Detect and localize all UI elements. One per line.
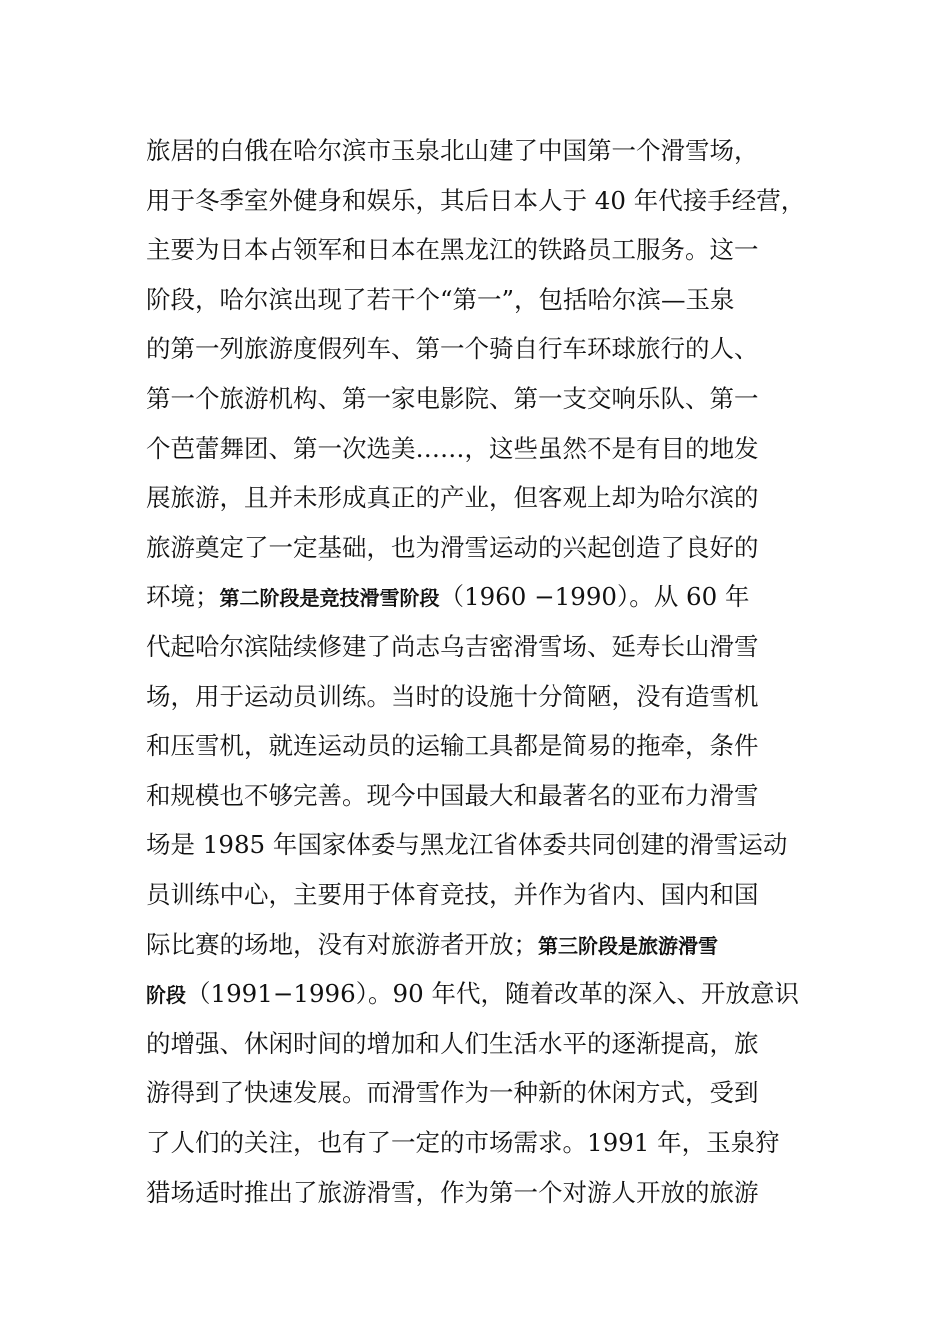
text-line [146, 630, 759, 664]
text-segment: 场是 1985 年国家体委与黑龙江省体委共同创建的滑雪运动 [146, 830, 788, 860]
text-segment: 场，用于运动员训练。当时的设施十分简陋，没有造雪机 [146, 681, 759, 711]
text-segment: 展旅游，且并未形成真正的产业，但客观上却为哈尔滨的 [146, 483, 759, 513]
text-segment: 猎场适时推出了旅游滑雪，作为第一个对游人开放的旅游 [146, 1177, 759, 1207]
text-segment: （1991−1996）。90 年代，随着改革的深入、开放意识 [186, 979, 799, 1009]
text-line [146, 828, 787, 862]
text-line [146, 1076, 759, 1110]
text-segment: 第一个旅游机构、第一家电影院、第一支交响乐队、第一 [146, 384, 759, 413]
text-line [146, 729, 759, 763]
text-line [146, 184, 805, 218]
text-segment: 用于冬季室外健身和娱乐，其后日本人于 40 年代接手经营， [146, 185, 806, 215]
text-segment: 旅游奠定了一定基础，也为滑雪运动的兴起创造了良好的 [146, 532, 759, 562]
text-segment: 了人们的关注，也有了一定的市场需求。1991 年，玉泉狩 [146, 1128, 780, 1157]
text-segment: 个芭蕾舞团、第一次选美……，这些虽然不是有目的地发 [146, 433, 759, 463]
text-line [146, 680, 759, 714]
text-segment: （1960 −1990）。从 60 年 [439, 582, 750, 612]
text-segment: 游得到了快速发展。而滑雪作为一种新的休闲方式，受到 [146, 1078, 759, 1108]
text-segment: 旅居的白俄在哈尔滨市玉泉北山建了中国第一个滑雪场， [146, 136, 759, 165]
text-segment: 际比赛的场地，没有对旅游者开放； [146, 929, 538, 959]
text-line [146, 928, 718, 962]
text-segment: 员训练中心，主要用于体育竞技，并作为省内、国内和国 [146, 880, 759, 909]
text-line [146, 233, 759, 267]
text-segment: 和规模也不够完善。现今中国最大和最著名的亚布力滑雪 [146, 780, 759, 810]
text-line [146, 580, 750, 614]
text-segment: 和压雪机，就连运动员的运输工具都是简易的拖牵，条件 [146, 731, 759, 761]
text-line [146, 283, 735, 317]
text-segment: 的增强、休闲时间的增加和人们生活水平的逐渐提高，旅 [146, 1028, 759, 1058]
text-line [146, 481, 759, 515]
bold-phrase: 阶段 [146, 983, 186, 1008]
text-segment: 主要为日本占领军和日本在黑龙江的铁路员工服务。这一 [146, 235, 759, 265]
bold-phrase: 第三阶段是旅游滑雪 [538, 933, 718, 958]
text-line [146, 134, 759, 168]
text-line [146, 531, 759, 565]
text-line [146, 1126, 780, 1160]
text-line [146, 1176, 759, 1210]
text-line [146, 779, 759, 813]
text-segment: 阶段，哈尔滨出现了若干个“第一”，包括哈尔滨—玉泉 [146, 284, 735, 314]
bold-phrase: 第二阶段是竞技滑雪阶段 [219, 586, 440, 611]
text-line [146, 432, 759, 466]
text-line [146, 382, 759, 416]
text-segment: 环境； [146, 582, 220, 612]
text-line [146, 332, 759, 366]
text-segment: 代起哈尔滨陆续修建了尚志乌吉密滑雪场、延寿长山滑雪 [146, 632, 759, 661]
text-line [146, 878, 759, 912]
text-line [146, 1027, 759, 1061]
text-line [146, 977, 799, 1011]
text-segment: 的第一列旅游度假列车、第一个骑自行车环球旅行的人、 [146, 334, 759, 364]
